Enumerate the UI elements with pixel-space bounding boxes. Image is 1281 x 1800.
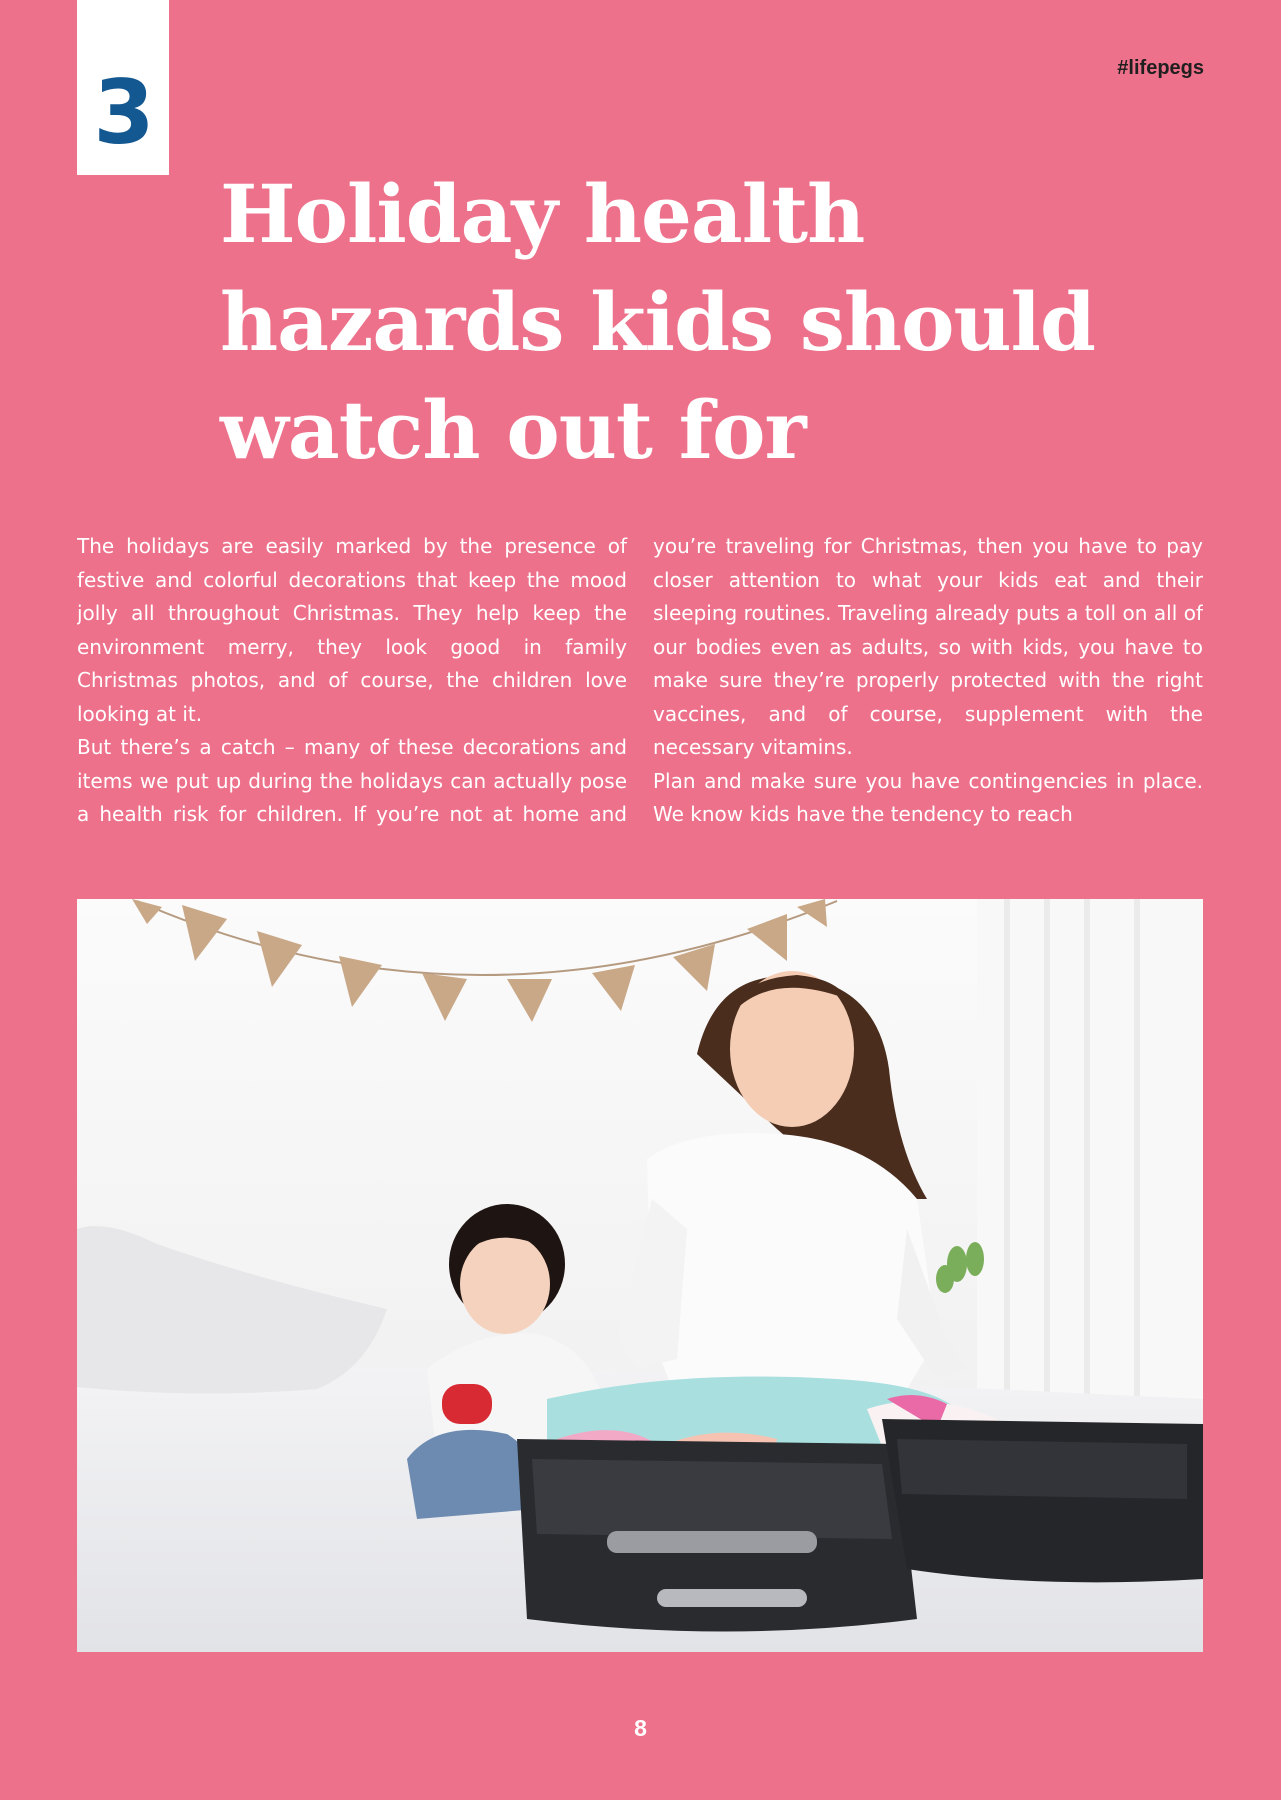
article-photo bbox=[77, 899, 1203, 1652]
body-paragraph: The holidays are easily marked by the presence of festive and colorful decorations that keep the mood jolly all throughout Christmas. They help keep the environment merry, they look good in family Christmas photos, and of course, the children love looking at it. bbox=[77, 534, 627, 726]
article-body bbox=[77, 530, 1203, 832]
article-title: Holiday health hazards kids should watch out for bbox=[220, 167, 1095, 477]
hashtag: #lifepegs bbox=[1117, 57, 1204, 79]
page-number: 8 bbox=[634, 1715, 647, 1741]
body-paragraph: Plan and make sure you have contingencies in place. We know kids have the tendency to reach bbox=[653, 768, 1203, 826]
body-paragraph: But there’s a catch – many of these decorations and items we put up during the holidays can actually pose a health risk for children. If you’re not at home and you’re traveling for Christmas, then you have to pay closer attention to what your kids eat and their sleeping routines. Traveling already puts a toll on all of our bodies even as adults, so with kids, you have to make sure they’re properly protected with the right vaccines, and of course, supplement with the necessary vitamins. bbox=[77, 534, 1203, 826]
section-number-box bbox=[77, 0, 169, 175]
section-number: 3 bbox=[93, 61, 153, 164]
